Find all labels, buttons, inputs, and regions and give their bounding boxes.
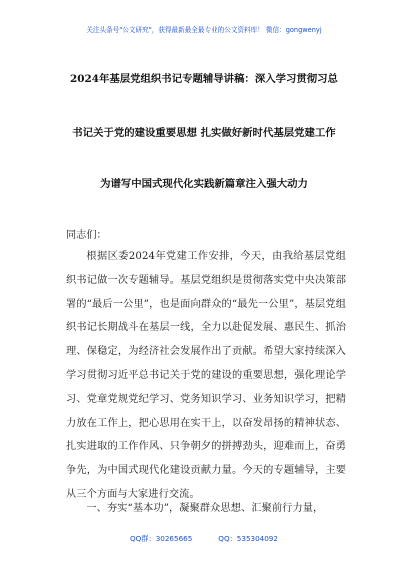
footer-qq-group: QQ群：30265665 <box>130 534 193 543</box>
footer-contact <box>0 534 408 544</box>
document-title-line-2: 书记关于党的建设重要思想 扎实做好新时代基层党建工作 <box>72 127 336 139</box>
footer-qq: QQ：535304092 <box>218 534 278 543</box>
document-title-line-1: 2024年基层党组织书记专题辅导讲稿：深入学习贯彻习总 <box>70 73 338 85</box>
document-title-line-3: 为谱写中国式现代化实践新篇章注入强大动力 <box>100 178 308 190</box>
body-paragraph-section-one: 一、夯实“基本功”，凝聚群众思想、汇聚前行力量， <box>86 503 324 514</box>
greeting: 同志们： <box>66 230 107 241</box>
body-paragraph-intro: 根据区委2024年党建工作安排，今天，由我给基层党组织书记做一次专题辅导。基层党组织是贯彻落实党中央决策部署的“最后一公里”，也是面向群众的“最先一公里”，基层党组织书记长期战斗在基层一线，全力以赴促发展、惠民生、抓治理、保稳定，为经济社会发展作出了贡献。希望大家持续深入学习贯彻习近平总书记关于党的建设的重要思想，强化理论学习、党章党规党纪学习、党务知识学习、业务知识学习，把精力放在工作上，把心思用在实干上，以奋发昂扬的精神状态、扎实进取的工作作风、只争朝夕的拼搏劲头，迎难而上，奋勇争先，为中国式现代化建设贡献力量。今天的专题辅导，主要从三个方面与大家进行交流。 <box>66 251 346 500</box>
header-banner: 关注头条号"公文研究"，获得最新最全最专业的公文资料库！ 微信：gongwenyj <box>86 26 322 34</box>
